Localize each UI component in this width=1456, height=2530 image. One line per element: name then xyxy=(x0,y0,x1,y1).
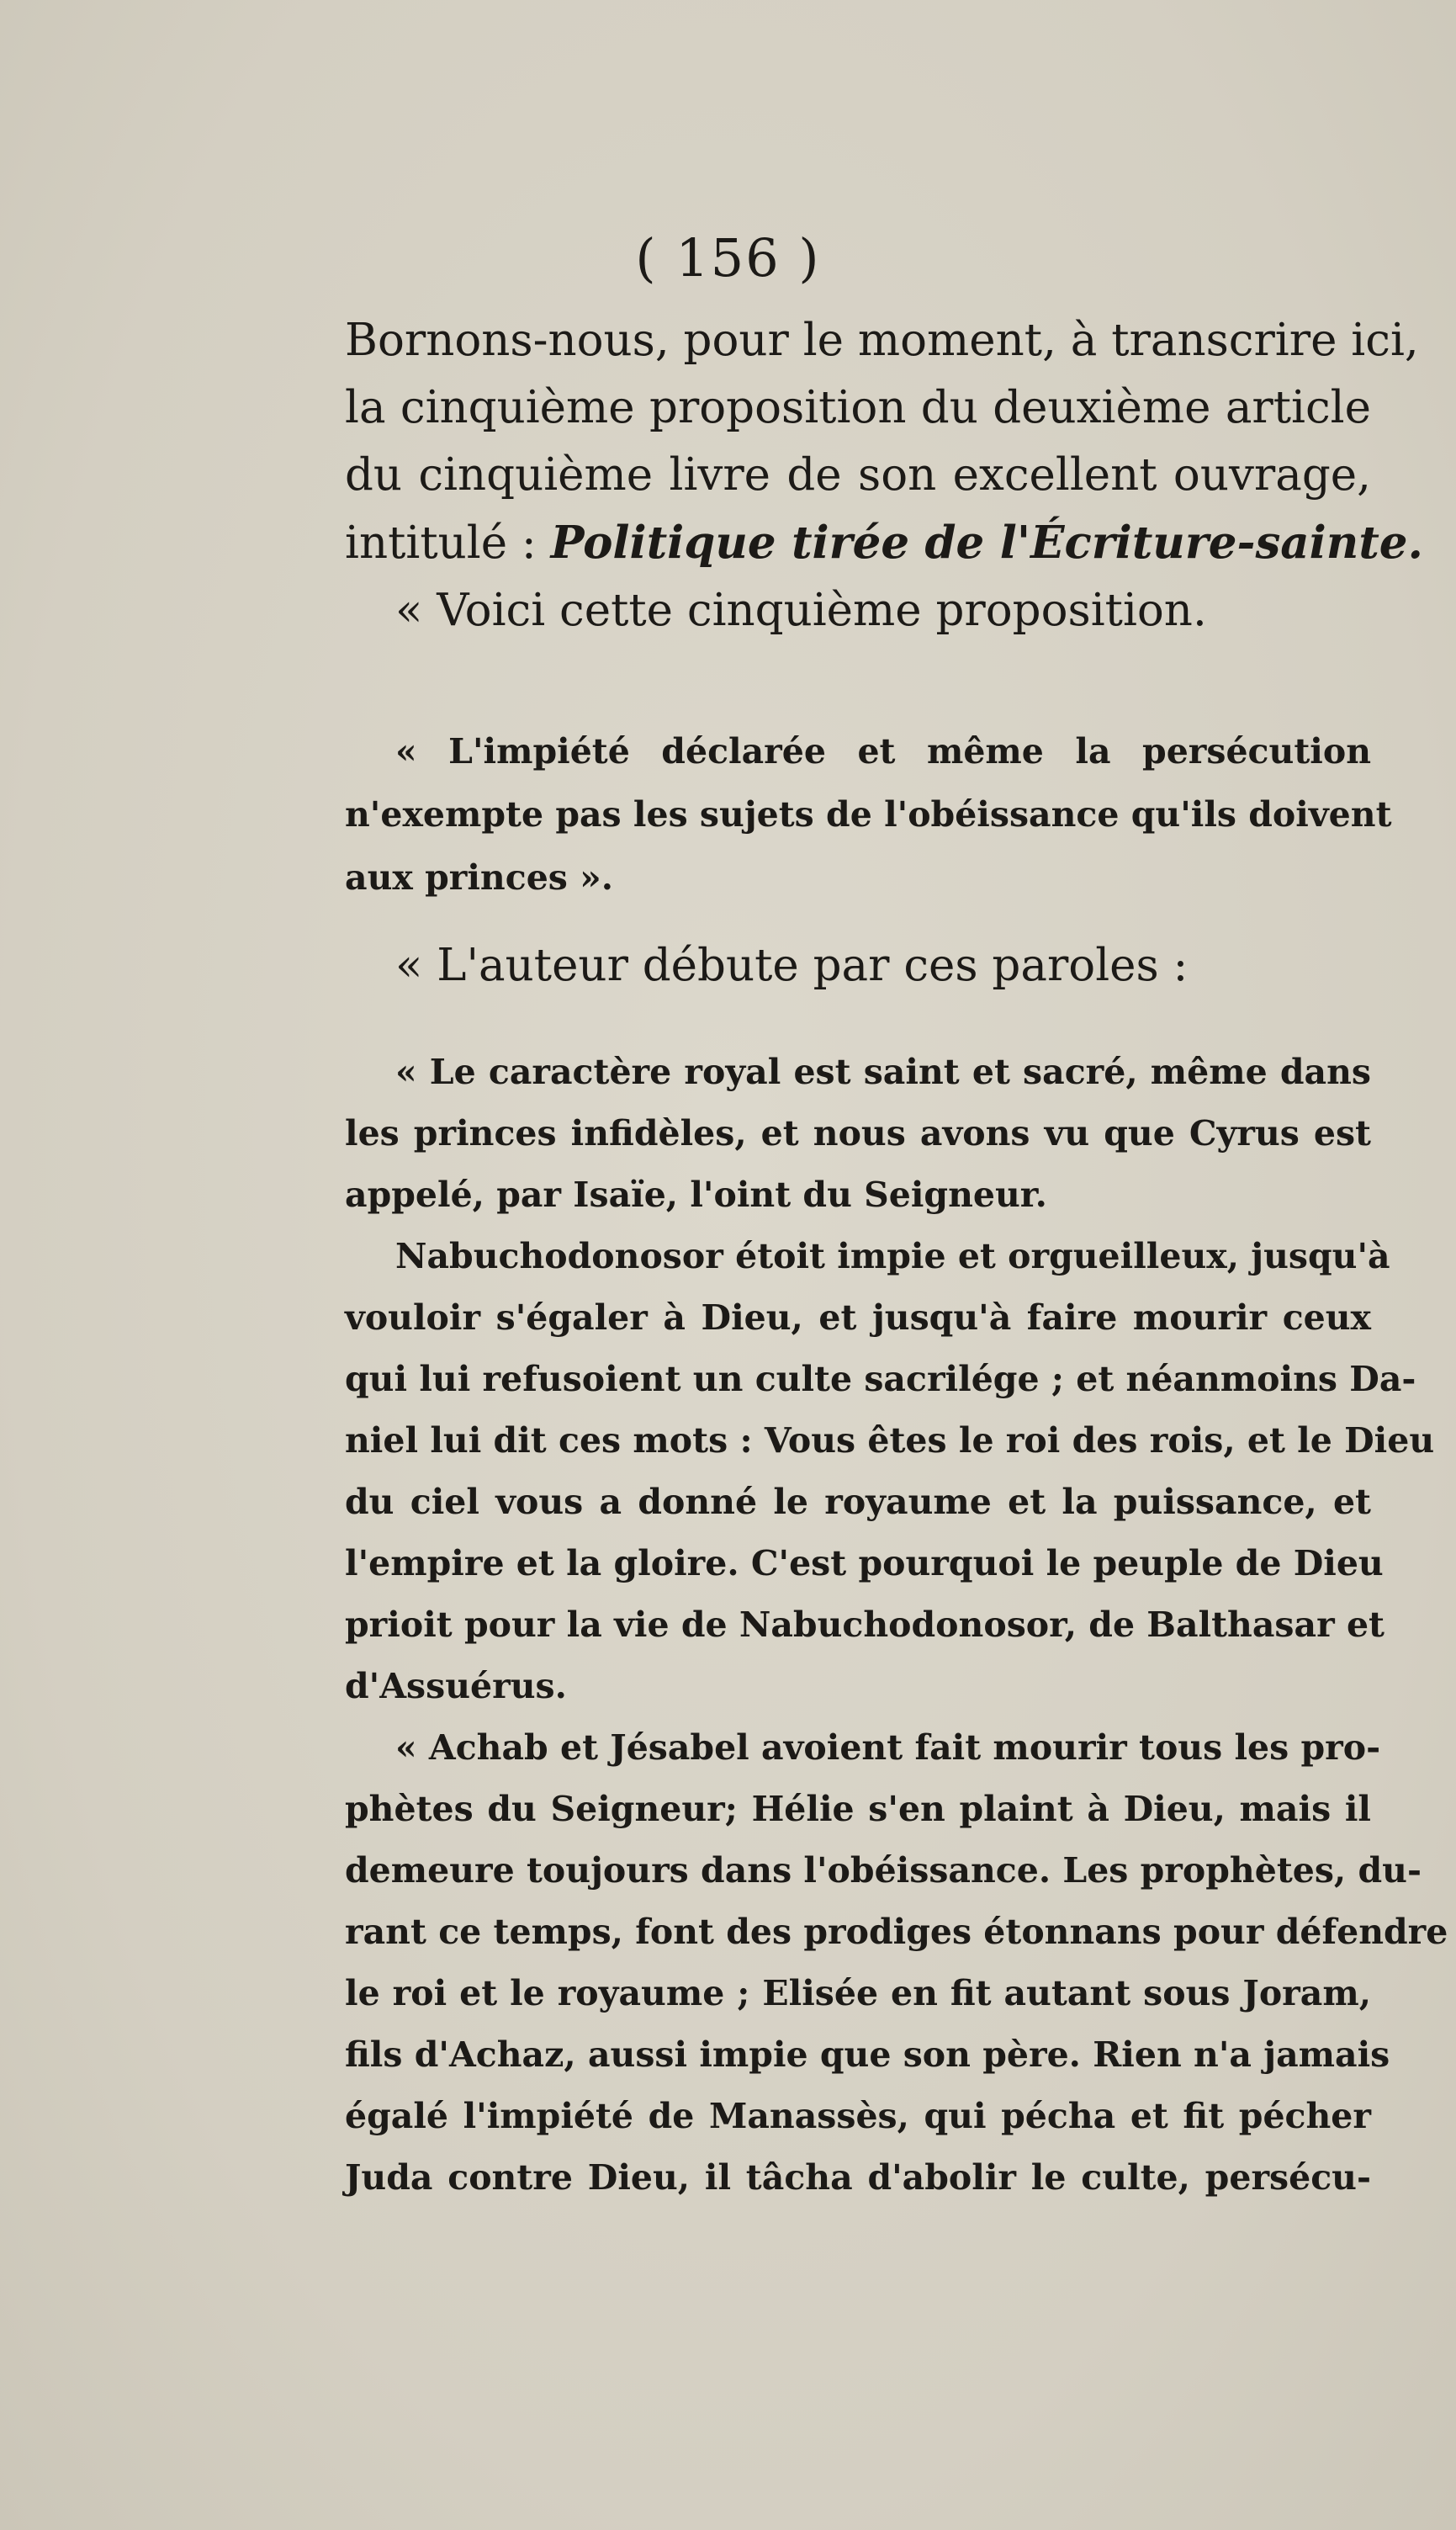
text-line: l'empire et la gloire. C'est pourquoi le peuple de Dieu xyxy=(345,1543,1384,1583)
text-line: « Achab et Jésabel avoient fait mourir tous les pro- xyxy=(395,1727,1381,1768)
text-line: phètes du Seigneur; Hélie s'en plaint à Dieu, mais il xyxy=(345,1789,1371,1829)
text-line: rant ce temps, font des prodiges étonnans pour défendre xyxy=(345,1912,1448,1952)
book-title: Politique tirée de l'Écriture-sainte. xyxy=(550,517,1423,569)
proposition-quote xyxy=(345,720,1392,910)
text-line: du cinquième livre de son excellent ouvrage, xyxy=(345,449,1371,501)
text-line: égalé l'impiété de Manassès, qui pécha et fit pécher xyxy=(345,2096,1371,2136)
text-line: les princes infidèles, et nous avons vu que Cyrus est xyxy=(345,1113,1371,1154)
bossuet-quote xyxy=(345,1042,1448,2209)
text-line: appelé, par Isaïe, l'oint du Seigneur. xyxy=(345,1175,1047,1215)
text-line: aux princes ». xyxy=(345,857,614,898)
text-line: « Voici cette cinquième proposition. xyxy=(395,585,1207,636)
text-line: demeure toujours dans l'obéissance. Les prophètes, du- xyxy=(345,1850,1422,1891)
text-line: n'exempte pas les sujets de l'obéissance qu'ils doivent xyxy=(345,794,1392,835)
text-line: le roi et le royaume ; Elisée en fit autant sous Joram, xyxy=(345,1973,1371,2013)
text-line: « L'impiété déclarée et même la persécution xyxy=(395,731,1371,772)
text-line: Bornons-nous, pour le moment, à transcrire ici, xyxy=(345,315,1419,366)
intitule-label: intitulé : xyxy=(345,517,551,569)
page-number: ( 156 ) xyxy=(635,227,821,289)
text-line: prioit pour la vie de Nabuchodonosor, de Balthasar et xyxy=(345,1604,1385,1645)
text-line: la cinquième proposition du deuxième article xyxy=(345,382,1371,433)
text-line: d'Assuérus. xyxy=(345,1666,567,1706)
text-line: « L'auteur débute par ces paroles : xyxy=(395,940,1189,991)
text-line: niel lui dit ces mots : Vous êtes le roi des rois, et le Dieu xyxy=(345,1420,1435,1461)
text-line: qui lui refusoient un culte sacrilége ; et néanmoins Da- xyxy=(345,1359,1416,1399)
text-line: vouloir s'égaler à Dieu, et jusqu'à faire mourir ceux xyxy=(345,1297,1371,1338)
text-line: « Le caractère royal est saint et sacré, même dans xyxy=(395,1052,1371,1092)
text-line: Juda contre Dieu, il tâcha d'abolir le culte, persécu- xyxy=(345,2157,1371,2198)
text-line: du ciel vous a donné le royaume et la puissance, et xyxy=(345,1482,1371,1522)
text-line xyxy=(345,509,1423,577)
text-line: Nabuchodonosor étoit impie et orgueilleux, jusqu'à xyxy=(395,1236,1390,1276)
author-intro-line xyxy=(345,932,1371,1000)
text-line: fils d'Achaz, aussi impie que son père. Rien n'a jamais xyxy=(345,2034,1390,2075)
intro-paragraph xyxy=(345,307,1423,644)
